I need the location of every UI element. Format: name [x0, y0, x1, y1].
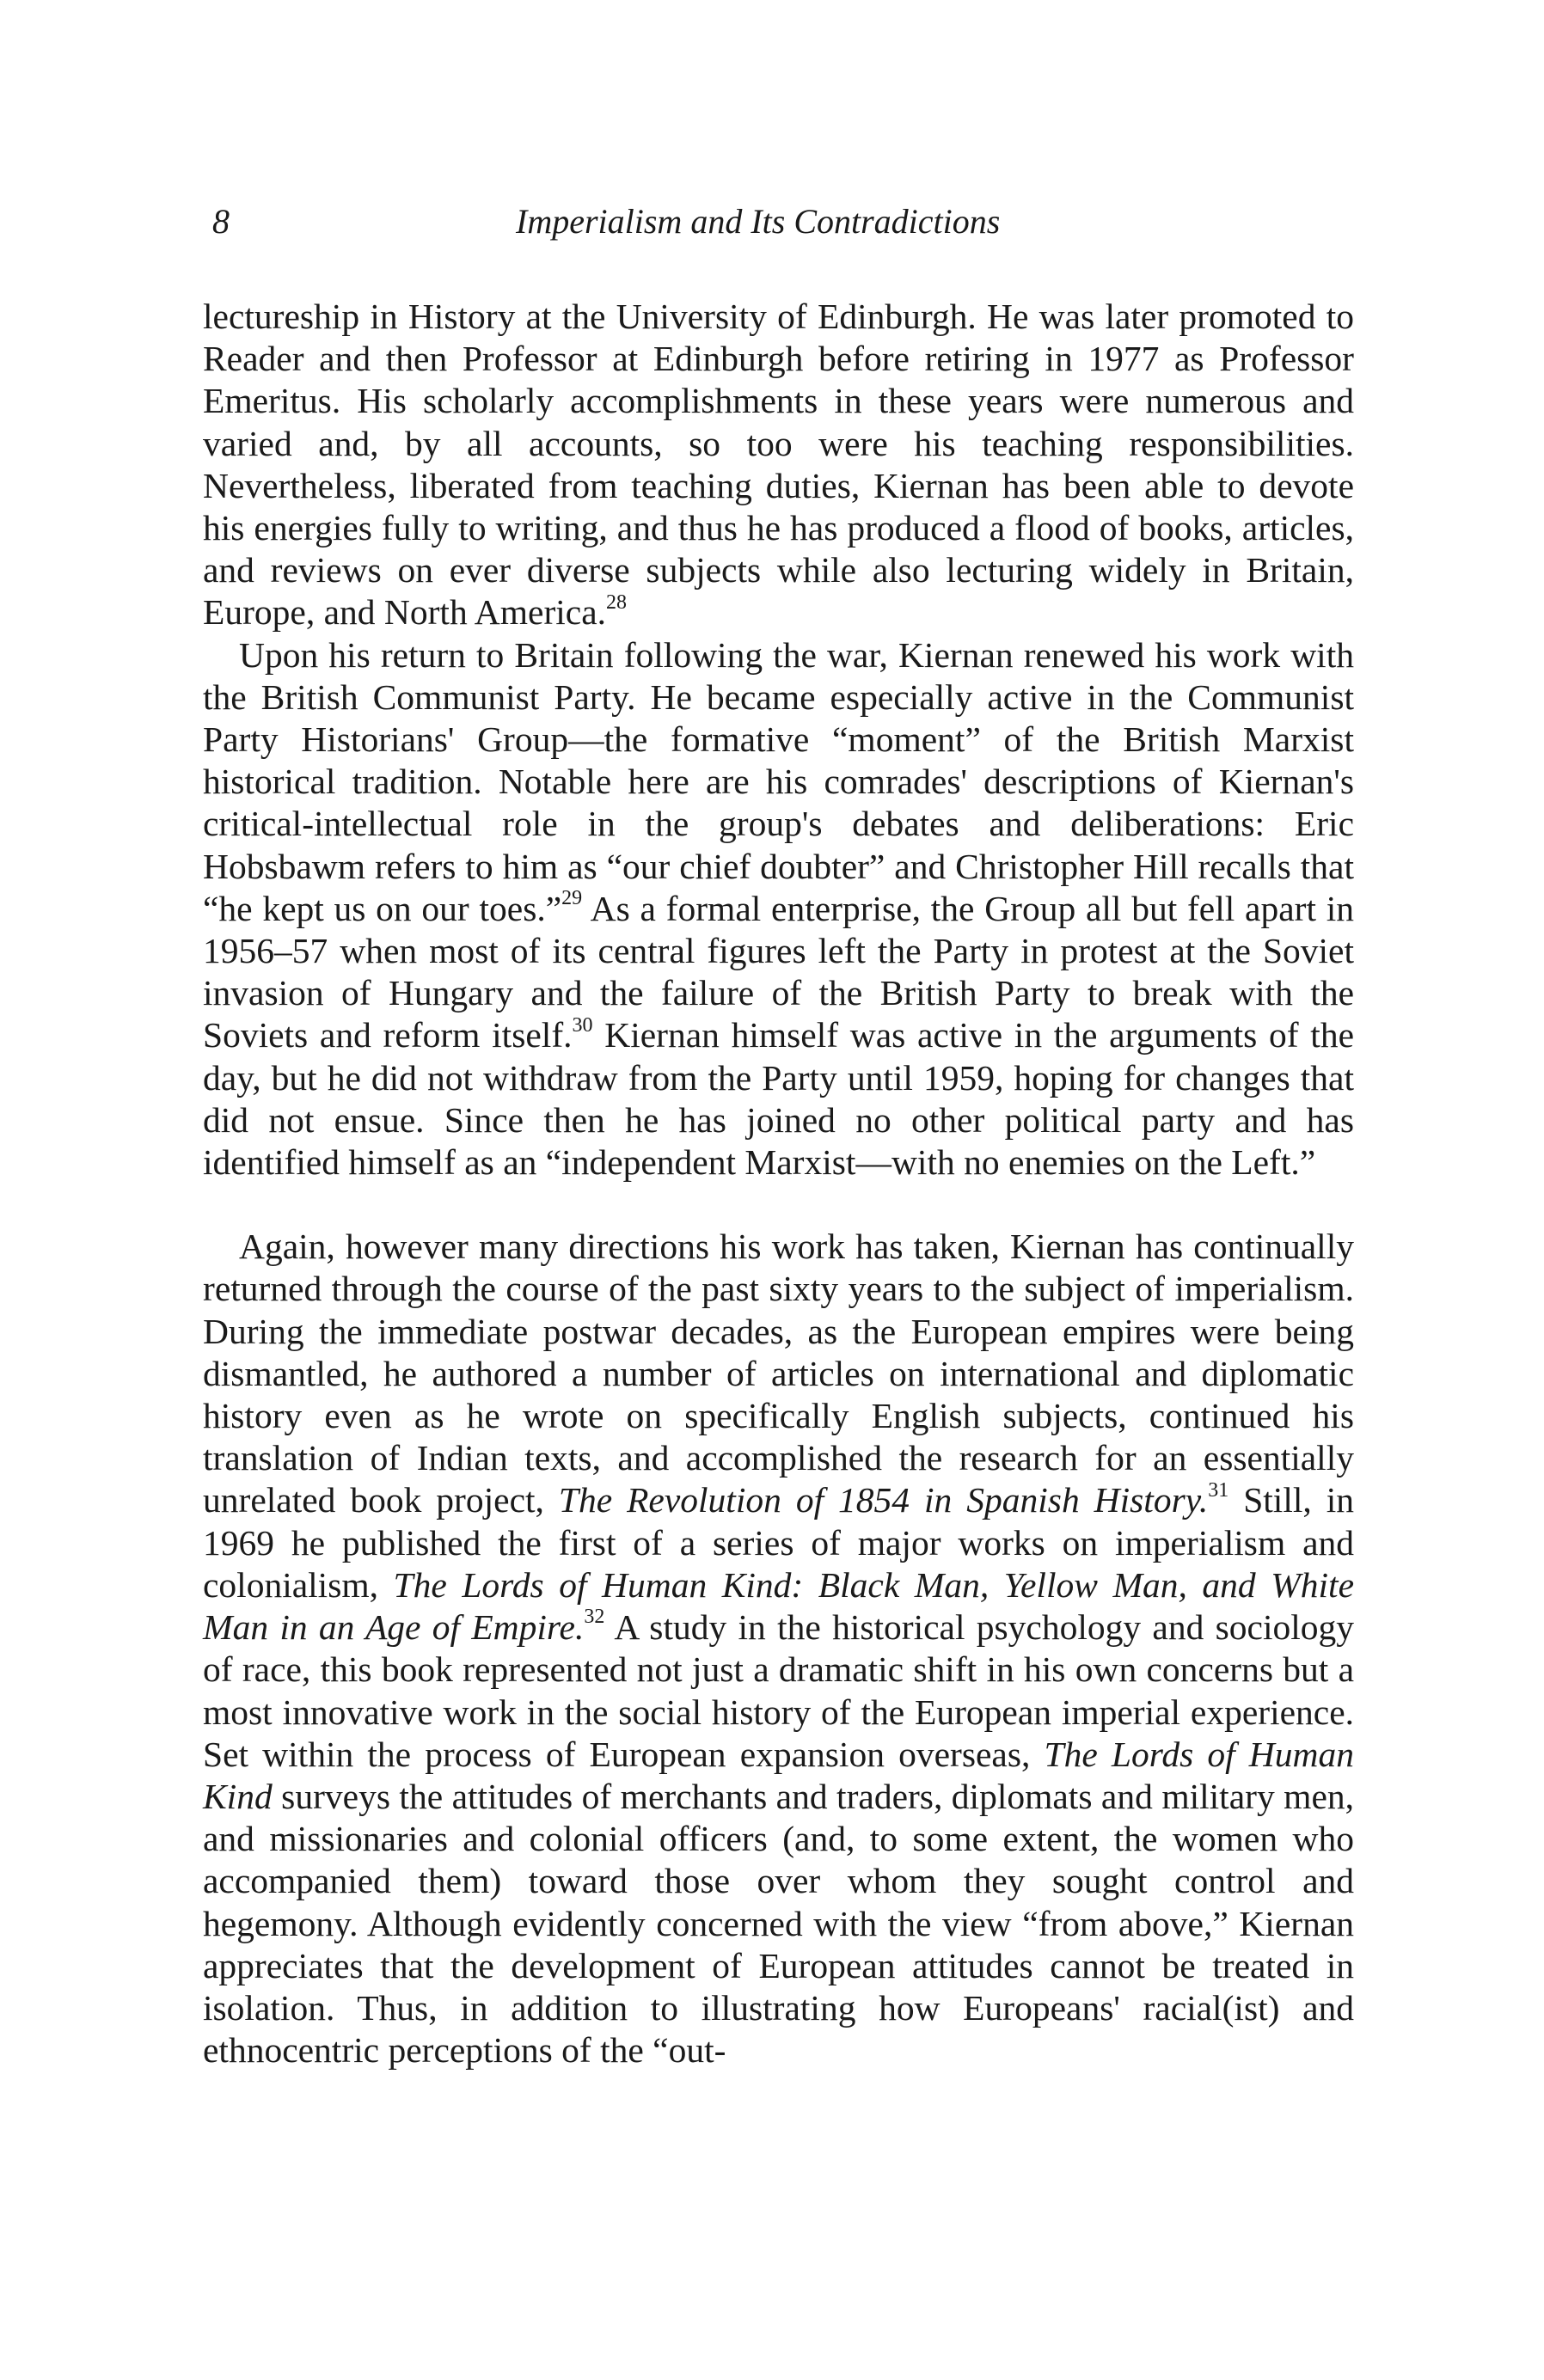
paragraph-1: [203, 296, 1354, 634]
footnote-ref-28: 28: [606, 590, 628, 614]
paragraph-3-text-b: Still, in 1969 he published the first of a series of major works on imperialism and colonialism,: [203, 1480, 1355, 1605]
footnote-ref-31: 31: [1208, 1478, 1229, 1502]
footnote-ref-29: 29: [561, 887, 583, 910]
paragraph-2-text-c: Kiernan himself was active in the arguments of the day, but he did not withdraw from the Party until 1959, hoping for changes that did not ensue. Since then he has joined no other political party and has identified himself as an “independent Marxist—with no enemies on the Left.”: [203, 1015, 1354, 1183]
paragraph-3: [203, 1226, 1354, 2071]
book-title-lords-of-human-kind-full: The Lords of Human Kind: Black Man, Yellow Man, and White Man in an Age of Empire.: [203, 1564, 1354, 1648]
book-title-revolution-1854: The Revolution of 1854 in Spanish History.: [558, 1480, 1209, 1520]
footnote-ref-32: 32: [584, 1606, 605, 1629]
paragraph-3-text-a: Again, however many directions his work has taken, Kiernan has continually returned through the course of the past sixty years to the subject of imperialism. During the immediate postwar decades, as the European empires were being dismantled, he authored a number of articles on international and diplomatic history even as he wrote on specifically English subjects, continued his translation of Indian texts, and accomplished the research for an essentially unrelated book project,: [203, 1227, 1354, 1520]
paragraph-1-text: lectureship in History at the University of Edinburgh. He was later promoted to Reader and then Professor at Edinburgh before retiring in 1977 as Professor Emeritus. His scholarly accomplishments in these years were numerous and varied and, by all accounts, so too were his teaching responsibilities. Nevertheless, liberated from teaching duties, Kiernan has been able to devote his energies fully to writing, and thus he has produced a flood of books, articles, and reviews on ever diverse subjects while also lecturing widely in Britain, Europe, and North America.: [203, 297, 1354, 633]
running-title: Imperialism and Its Contradictions: [516, 202, 1001, 241]
paragraph-3-text-d: surveys the attitudes of merchants and traders, diplomats and military men, and missionaries and colonial officers (and, to some extent, the women who accompanied them) toward those over whom they sought control and hegemony. Although evidently concerned with the view “from above,” Kiernan appreciates that the development of European attitudes cannot be treated in isolation. Thus, in addition to illustrating how Europeans' racial(ist) and ethnocentric perceptions of the “out-: [203, 1776, 1354, 2071]
page-header: [0, 196, 1544, 248]
paragraph-3-text-c: A study in the historical psychology and sociology of race, this book represented not just a dramatic shift in his own concerns but a most innovative work in the social history of the European imperial experience. Set within the process of European expansion overseas,: [203, 1607, 1355, 1774]
paragraph-2: [203, 634, 1354, 1184]
book-title-lords-of-human-kind: The Lords of Human Kind: [203, 1734, 1354, 1816]
paragraph-2-text-a: Upon his return to Britain following the war, Kiernan renewed his work with the British Communist Party. He became especially active in the Communist Party Historians' Group—the formative “moment” of the British Marxist historical tradition. Notable here are his comrades' descriptions of Kiernan's critical-intellectual role in the group's debates and deliberations: Eric Hobsbawm refers to him as “our chief doubter” and Christopher Hill recalls that “he kept us on our toes.”: [203, 634, 1354, 928]
page-number: 8: [212, 202, 230, 241]
footnote-ref-30: 30: [572, 1013, 593, 1037]
body-text: [203, 296, 1354, 2071]
paragraph-2-text-b: As a formal enterprise, the Group all but fell apart in 1956–57 when most of its central figures left the Party in protest at the Soviet invasion of Hungary and the failure of the British Party to break with the Soviets and reform itself.: [203, 888, 1355, 1055]
